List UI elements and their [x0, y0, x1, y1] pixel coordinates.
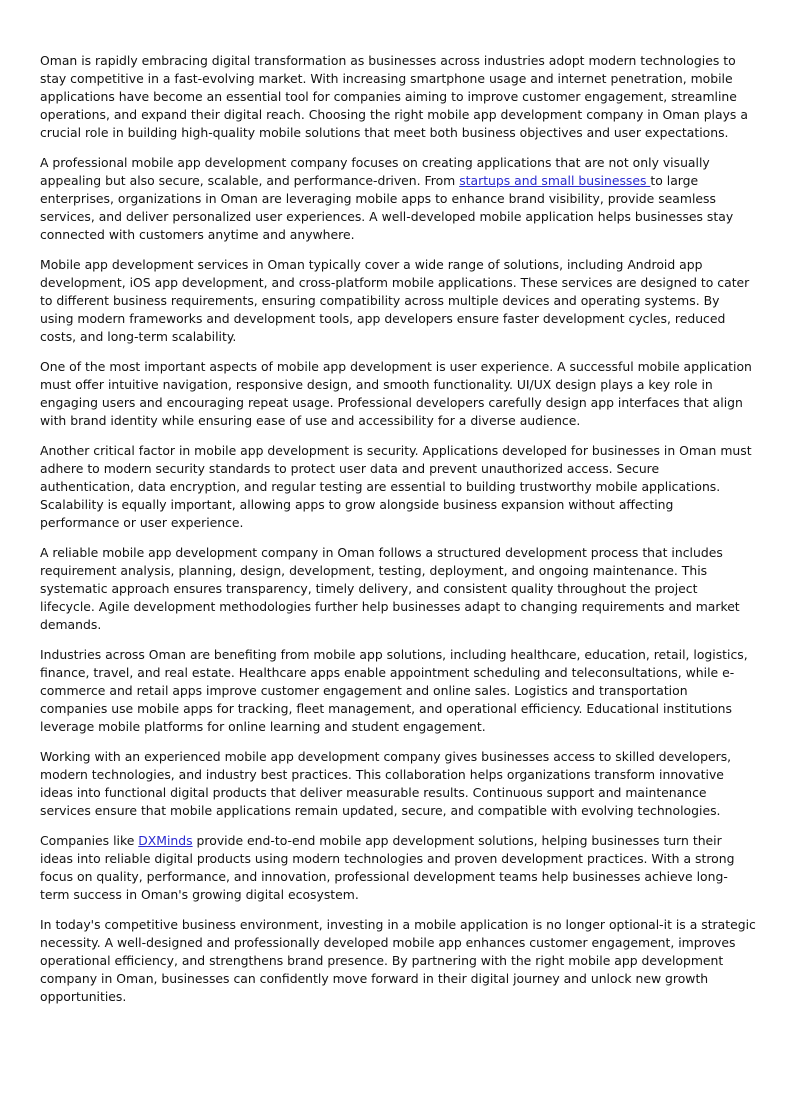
paragraph-text: provide end-to-end mobile app development solutions, helping businesses turn their ideas into reliable digital products using modern technologies and proven development practices. With a strong focus on quality, performance, and innovation, professional development teams help businesses achieve long-term success in Oman's growing digital ecosystem.	[40, 833, 735, 902]
paragraph-security: Another critical factor in mobile app development is security. Applications developed for businesses in Oman must adhere to modern security standards to protect user data and prevent unauthorized access. Secure authentication, data encryption, and regular testing are essential to building trustworthy mobile applications. Scalability is equally important, allowing apps to grow alongside business expansion without affecting performance or user experience.	[40, 443, 752, 530]
paragraph-intro: Oman is rapidly embracing digital transformation as businesses across industries adopt modern technologies to stay competitive in a fast-evolving market. With increasing smartphone usage and internet penetration, mobile applications have become an essential tool for companies aiming to improve customer engagement, streamline operations, and expand their digital reach. Choosing the right mobile app development company in Oman plays a crucial role in building high-quality mobile solutions that meet both business objectives and user expectations.	[40, 53, 748, 140]
paragraph-experienced-company: Working with an experienced mobile app development company gives businesses access to skilled developers, modern technologies, and industry best practices. This collaboration helps organizations transform innovative ideas into functional digital products that deliver measurable results. Continuous support and maintenance services ensure that mobile applications remain updated, secure, and compatible with evolving technologies.	[40, 749, 732, 818]
paragraph-professional-company	[40, 154, 756, 244]
paragraph-user-experience: One of the most important aspects of mobile app development is user experience. A successful mobile application must offer intuitive navigation, responsive design, and smooth functionality. UI/UX design plays a key role in engaging users and encouraging repeat usage. Professional developers carefully design app interfaces that align with brand identity while ensuring ease of use and accessibility for a diverse audience.	[40, 359, 752, 428]
paragraph-text: Companies like	[40, 833, 139, 848]
paragraph-dxminds	[40, 832, 756, 904]
dxminds-link[interactable]: DXMinds	[138, 833, 193, 848]
paragraph-industries: Industries across Oman are benefiting from mobile app solutions, including healthcare, education, retail, logistics, finance, travel, and real estate. Healthcare apps enable appointment scheduling and teleconsultations, while e-commerce and retail apps improve customer engagement and online sales. Logistics and transportation companies use mobile apps for tracking, fleet management, and operational efficiency. Educational institutions leverage mobile platforms for online learning and student engagement.	[40, 647, 748, 734]
paragraph-process: A reliable mobile app development company in Oman follows a structured development process that includes requirement analysis, planning, design, development, testing, deployment, and ongoing maintenance. This systematic approach ensures transparency, timely delivery, and consistent quality throughout the project lifecycle. Agile development methodologies further help businesses adapt to changing requirements and market demands.	[40, 545, 740, 632]
paragraph-text: A professional mobile app development company focuses on creating applications that are not only visually appealing but also secure, scalable, and performance-driven. From	[40, 155, 710, 188]
paragraph-text: to large enterprises, organizations in Oman are leveraging mobile apps to enhance brand visibility, provide seamless services, and deliver personalized user experiences. A well-developed mobile application helps businesses stay connected with customers anytime and anywhere.	[40, 173, 734, 242]
paragraph-conclusion: In today's competitive business environment, investing in a mobile application is no longer optional-it is a strategic necessity. A well-designed and professionally developed mobile app enhances customer engagement, improves operational efficiency, and strengthens brand presence. By partnering with the right mobile app development company in Oman, businesses can confidently move forward in their digital journey and unlock new growth opportunities.	[40, 917, 756, 1004]
document-body	[40, 52, 756, 1018]
paragraph-services: Mobile app development services in Oman typically cover a wide range of solutions, including Android app development, iOS app development, and cross-platform mobile applications. These services are designed to cater to different business requirements, ensuring compatibility across multiple devices and operating systems. By using modern frameworks and development tools, app developers ensure faster development cycles, reduced costs, and long-term scalability.	[40, 257, 750, 344]
startups-link[interactable]: startups and small businesses	[459, 173, 651, 188]
